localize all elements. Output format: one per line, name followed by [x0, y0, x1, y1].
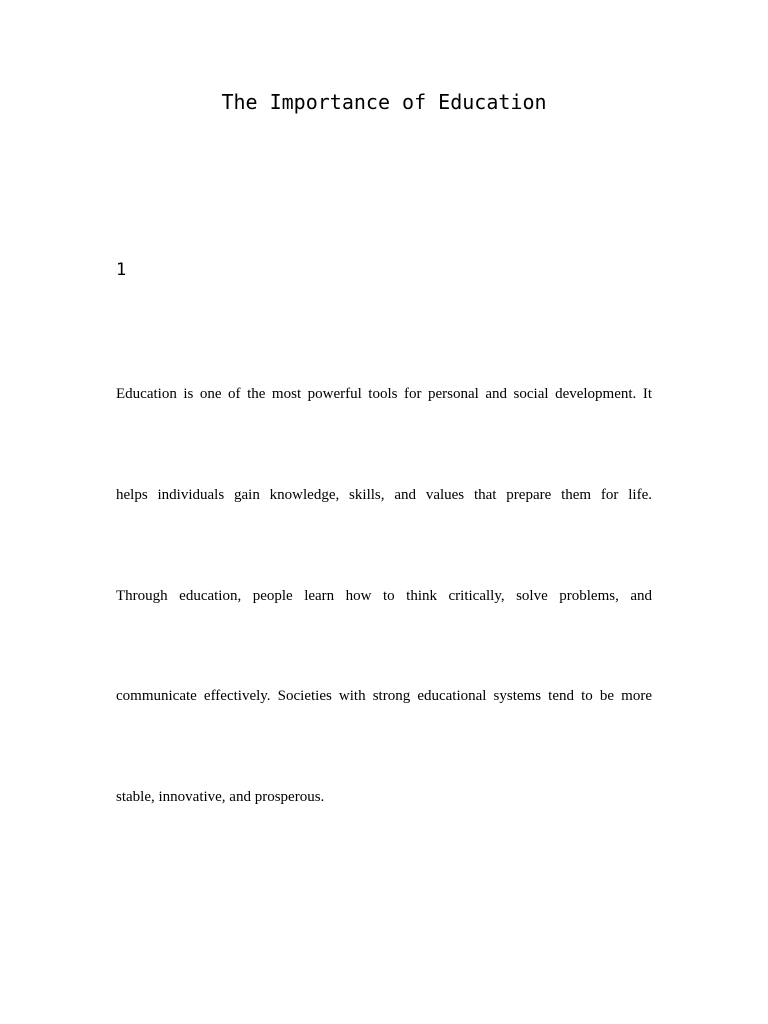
section-number: 1 — [116, 260, 127, 280]
paragraph-line: Through education, people learn how to think critically, solve problems, and — [116, 588, 652, 604]
paragraph-line: helps individuals gain knowledge, skills, and values that prepare them for life. — [116, 487, 652, 503]
paragraph-line: stable, innovative, and prosperous. — [116, 789, 325, 805]
paragraph-line: Education is one of the most powerful tools for personal and social development. It — [116, 386, 652, 402]
paragraph-line: communicate effectively. Societies with strong educational systems tend to be more — [116, 688, 652, 704]
document-title: The Importance of Education — [221, 90, 547, 114]
